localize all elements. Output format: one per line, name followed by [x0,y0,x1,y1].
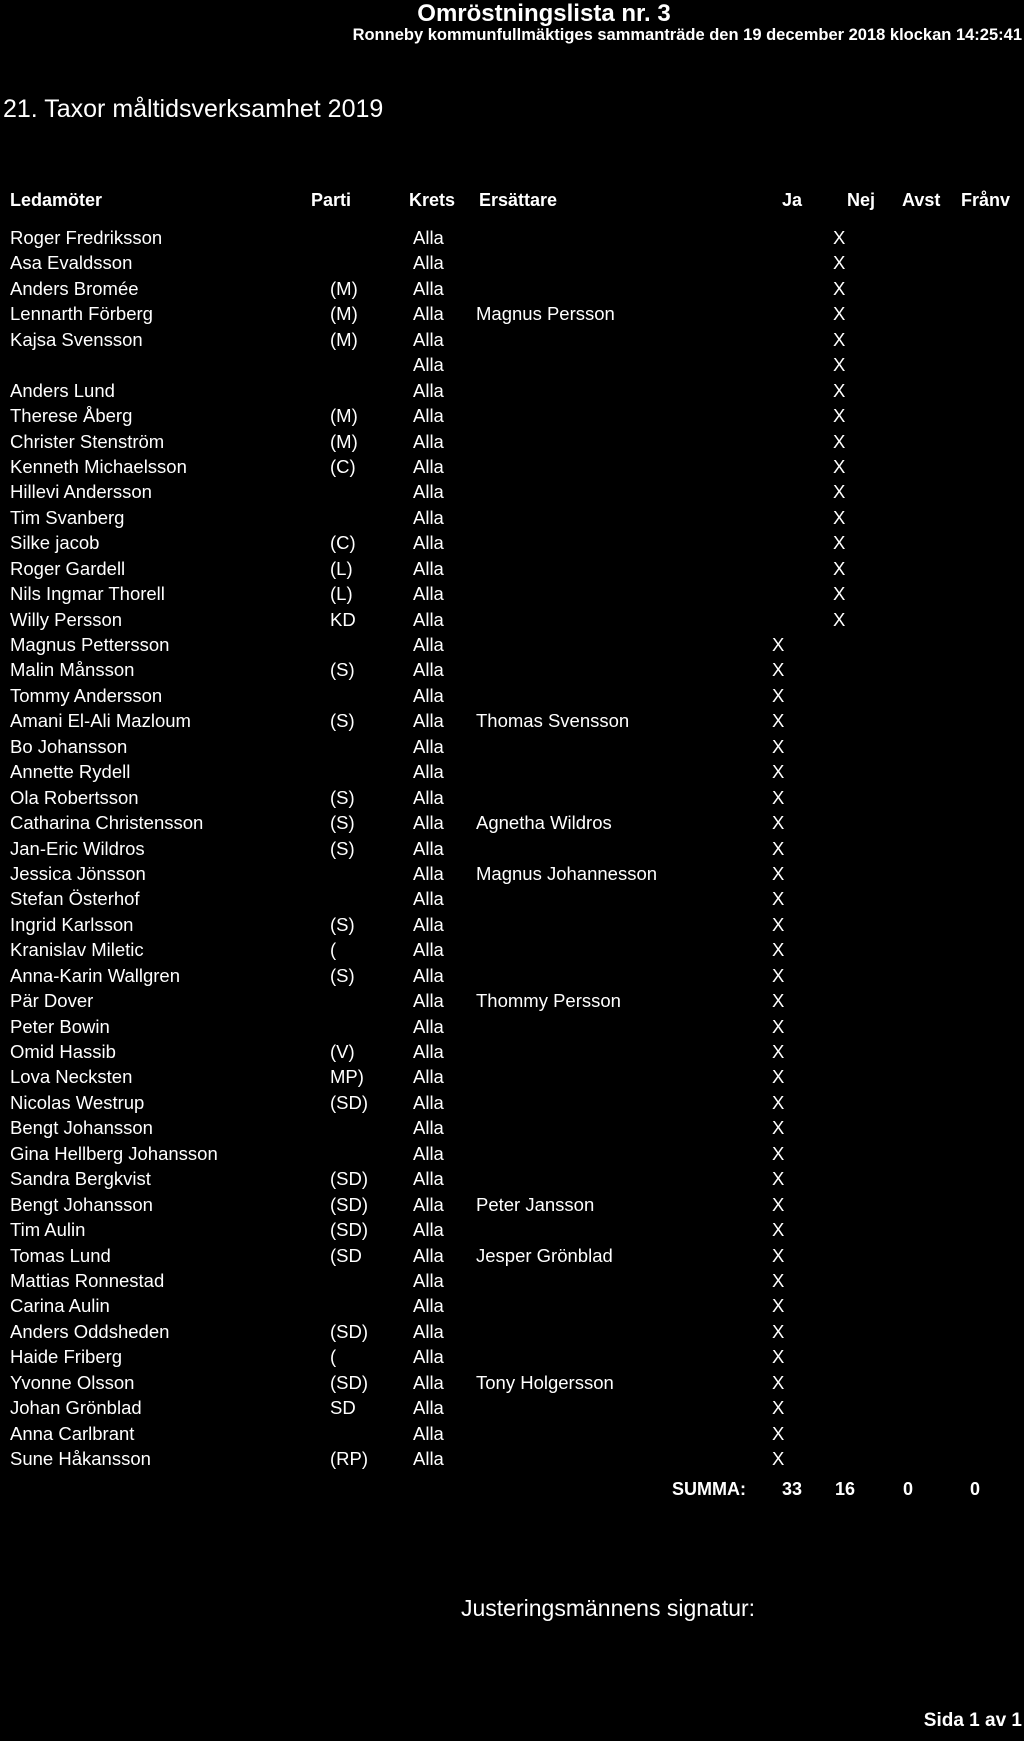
cell-ja: X [772,1041,785,1062]
cell-ja: X [772,990,785,1012]
table-row [0,1115,1024,1140]
cell-krets: Alla [413,557,444,579]
table-row [0,632,1024,657]
table-row [0,581,1024,606]
table-row [0,556,1024,581]
cell-name: Lennarth Förberg [10,303,153,325]
cell-name: Pär Dover [10,990,94,1012]
cell-ja: X [772,1066,785,1088]
cell-nej: X [833,328,846,350]
cell-krets: Alla [413,1219,444,1241]
summa-label: SUMMA: [672,1479,746,1500]
cell-krets: Alla [413,1066,444,1088]
cell-name: Catharina Christensson [10,812,204,834]
cell-ja: X [772,1422,785,1444]
table-row [0,403,1024,428]
cell-krets: Alla [413,1422,444,1444]
cell-ja: X [772,761,785,783]
cell-ja: X [772,1269,785,1291]
cell-krets: Alla [413,430,444,452]
cell-parti: (L) [330,557,353,579]
cell-ja: X [772,1142,785,1164]
cell-ersattare: Thomas Svensson [476,710,630,732]
cell-parti: KD [330,608,356,630]
cell-ja: X [772,735,785,757]
cell-name: Amani El-Ali Mazloum [10,710,191,732]
cell-ja: X [772,812,785,834]
cell-name: Silke jacob [10,532,100,554]
cell-name: Roger Gardell [10,557,126,579]
cell-name: Anders Oddsheden [10,1320,170,1342]
cell-name: Ingrid Karlsson [10,913,134,935]
table-row [0,810,1024,835]
header-ja: Ja [782,190,803,210]
cell-ja: X [772,634,785,655]
cell-nej: X [833,252,846,274]
table-row [0,505,1024,530]
page-number: Sida 1 av 1 [923,1710,1022,1731]
cell-krets: Alla [413,913,444,935]
cell-krets: Alla [413,735,444,757]
table-row [0,301,1024,326]
cell-name: Malin Månsson [10,659,135,681]
meeting-subtitle: Ronneby kommunfullmäktiges sammanträde den 19 december 2018 klockan 14:25:41 [352,26,1022,44]
header-avst: Avst [902,190,941,210]
cell-krets: Alla [413,532,444,554]
summa-nej: 16 [835,1479,856,1500]
cell-parti: (S) [330,964,355,986]
cell-ersattare: Thommy Persson [476,990,621,1012]
table-row [0,1039,1024,1064]
cell-parti: (S) [330,913,355,935]
cell-krets: Alla [413,252,444,274]
cell-krets: Alla [413,786,444,808]
cell-krets: Alla [413,1346,444,1368]
table-row [0,683,1024,708]
cell-krets: Alla [413,761,444,783]
cell-krets: Alla [413,354,444,376]
cell-name: Carina Aulin [10,1295,110,1317]
cell-krets: Alla [413,1320,444,1342]
table-row [0,1166,1024,1191]
table-row [0,836,1024,861]
cell-krets: Alla [413,303,444,325]
cell-parti: (SD) [330,1219,369,1241]
cell-name: Johan Grönblad [10,1397,142,1419]
table-row [0,276,1024,301]
summa-ja: 33 [782,1479,803,1500]
cell-krets: Alla [413,1142,444,1164]
cell-krets: Alla [413,455,444,477]
cell-krets: Alla [413,888,444,910]
cell-parti: SD [330,1397,356,1419]
cell-ja: X [772,888,785,910]
cell-name: Gina Hellberg Johansson [10,1142,218,1164]
cell-nej: X [833,608,846,630]
cell-parti: (L) [330,583,353,605]
cell-name: Anders Lund [10,379,115,401]
cell-ja: X [772,837,785,859]
table-row [0,378,1024,403]
cell-ja: X [772,710,785,732]
header-ersattare: Ersättare [479,190,558,210]
table-row [0,1395,1024,1420]
table-row [0,1421,1024,1446]
cell-parti: (M) [330,405,358,427]
cell-parti: (S) [330,659,355,681]
cell-parti: ( [330,939,337,961]
cell-parti: (SD) [330,1091,369,1113]
cell-krets: Alla [413,634,444,655]
cell-ersattare: Jesper Grönblad [476,1244,613,1266]
table-row [0,1141,1024,1166]
cell-name: Hillevi Andersson [10,481,152,503]
cell-name: Ola Robertsson [10,786,139,808]
cell-parti: (M) [330,303,358,325]
cell-nej: X [833,227,846,248]
cell-nej: X [833,481,846,503]
header-nej: Nej [847,190,876,210]
cell-parti: (M) [330,430,358,452]
cell-krets: Alla [413,1015,444,1037]
cell-ja: X [772,1193,785,1215]
table-row [0,1064,1024,1089]
cell-name: Anna Carlbrant [10,1422,135,1444]
cell-krets: Alla [413,964,444,986]
cell-ja: X [772,939,785,961]
cell-ja: X [772,1168,785,1190]
cell-nej: X [833,532,846,554]
cell-ja: X [772,1295,785,1317]
cell-krets: Alla [413,1117,444,1139]
cell-ja: X [772,659,785,681]
cell-krets: Alla [413,227,444,248]
table-row [0,352,1024,377]
cell-name: Tomas Lund [10,1244,111,1266]
cell-name: Therese Åberg [10,405,133,427]
cell-krets: Alla [413,379,444,401]
cell-krets: Alla [413,659,444,681]
cell-parti: (M) [330,328,358,350]
cell-parti: (SD) [330,1168,369,1190]
table-row [0,734,1024,759]
cell-name: Kranislav Miletic [10,939,144,961]
cell-nej: X [833,277,846,299]
cell-parti: (SD) [330,1371,369,1393]
table-row [0,886,1024,911]
table-row [0,1217,1024,1242]
cell-krets: Alla [413,1371,444,1393]
header-krets: Krets [409,190,456,210]
table-row [0,1243,1024,1268]
table-row [0,1293,1024,1318]
cell-ja: X [772,1015,785,1037]
cell-ja: X [772,1448,785,1469]
cell-name: Jessica Jönsson [10,862,146,884]
cell-nej: X [833,405,846,427]
cell-parti: (S) [330,837,355,859]
cell-name: Bengt Johansson [10,1193,153,1215]
cell-name: Omid Hassib [10,1041,116,1062]
cell-krets: Alla [413,481,444,503]
table-row [0,1014,1024,1039]
cell-krets: Alla [413,862,444,884]
cell-nej: X [833,557,846,579]
table-row [0,1446,1024,1471]
table-row [0,708,1024,733]
cell-nej: X [833,506,846,528]
table-row [0,530,1024,555]
table-row [0,657,1024,682]
table-row [0,912,1024,937]
cell-ja: X [772,786,785,808]
cell-ersattare: Magnus Johannesson [476,862,658,884]
cell-krets: Alla [413,583,444,605]
table-row [0,759,1024,784]
cell-parti: (SD) [330,1320,369,1342]
cell-name: Nicolas Westrup [10,1091,145,1113]
cell-krets: Alla [413,1448,444,1469]
cell-krets: Alla [413,328,444,350]
cell-nej: X [833,303,846,325]
cell-name: Anders Bromée [10,277,139,299]
cell-krets: Alla [413,1041,444,1062]
cell-nej: X [833,583,846,605]
cell-name: Yvonne Olsson [10,1371,135,1393]
cell-ersattare: Tony Holgersson [476,1371,614,1393]
cell-ja: X [772,964,785,986]
cell-ja: X [772,1091,785,1113]
table-row [0,963,1024,988]
cell-ja: X [772,1371,785,1393]
table-row [0,937,1024,962]
summa-avst: 0 [903,1479,914,1500]
cell-name: Bengt Johansson [10,1117,153,1139]
cell-name: Roger Fredriksson [10,227,163,248]
cell-ja: X [772,862,785,884]
cell-parti: (SD [330,1244,362,1266]
cell-nej: X [833,455,846,477]
cell-parti: MP) [330,1066,364,1088]
table-row [0,454,1024,479]
header-franv: Frånv [961,190,1011,210]
cell-ja: X [772,1244,785,1266]
cell-parti: (S) [330,812,355,834]
table-row [0,1268,1024,1293]
title-text: Omröstningslista nr. 3 [417,0,671,27]
cell-parti: ( [330,1346,337,1368]
cell-ja: X [772,1397,785,1419]
table-row [0,429,1024,454]
table-row [0,785,1024,810]
cell-ja: X [772,1320,785,1342]
cell-parti: (V) [330,1041,355,1062]
cell-name: Haide Friberg [10,1346,123,1368]
cell-name: Asa Evaldsson [10,252,133,274]
cell-nej: X [833,379,846,401]
cell-krets: Alla [413,1193,444,1215]
cell-name: Kajsa Svensson [10,328,143,350]
cell-krets: Alla [413,1397,444,1419]
table-row [0,327,1024,352]
cell-name: Stefan Österhof [10,888,140,910]
cell-name: Sune Håkansson [10,1448,151,1469]
cell-parti: (S) [330,710,355,732]
cell-ersattare: Peter Jansson [476,1193,595,1215]
table-row [0,607,1024,632]
cell-name: Tim Aulin [10,1219,86,1241]
cell-ersattare: Magnus Persson [476,303,615,325]
table-row [0,861,1024,886]
header-ledamoter: Ledamöter [10,190,103,210]
cell-ersattare: Agnetha Wildros [476,812,612,834]
table-row [0,988,1024,1013]
table-row [0,1192,1024,1217]
cell-krets: Alla [413,1244,444,1266]
cell-name: Tommy Andersson [10,684,163,706]
table-row [0,1090,1024,1115]
cell-parti: (C) [330,455,356,477]
cell-krets: Alla [413,1269,444,1291]
table-row [0,1319,1024,1344]
table-row [0,225,1024,250]
cell-ja: X [772,1219,785,1241]
cell-name: Willy Persson [10,608,123,630]
cell-name: Anna-Karin Wallgren [10,964,181,986]
cell-krets: Alla [413,1091,444,1113]
cell-name: Peter Bowin [10,1015,110,1037]
cell-nej: X [833,354,846,376]
table-row [0,250,1024,275]
cell-name: Sandra Bergkvist [10,1168,151,1190]
table-row [0,479,1024,504]
cell-krets: Alla [413,1295,444,1317]
cell-name: Nils Ingmar Thorell [10,583,165,605]
cell-krets: Alla [413,277,444,299]
cell-ja: X [772,684,785,706]
cell-krets: Alla [413,710,444,732]
signature-label: Justeringsmännens signatur: [461,1595,756,1621]
cell-krets: Alla [413,1168,444,1190]
cell-name: Tim Svanberg [10,506,125,528]
cell-name: Christer Stenström [10,430,165,452]
cell-krets: Alla [413,812,444,834]
cell-parti: (S) [330,786,355,808]
agenda-item-heading: 21. Taxor måltidsverksamhet 2019 [3,95,384,123]
summa-franv: 0 [970,1479,981,1500]
cell-krets: Alla [413,837,444,859]
cell-krets: Alla [413,939,444,961]
cell-krets: Alla [413,608,444,630]
cell-nej: X [833,430,846,452]
cell-krets: Alla [413,506,444,528]
cell-name: Jan-Eric Wildros [10,837,145,859]
vote-table [0,225,1024,1471]
cell-parti: (C) [330,532,356,554]
table-row [0,1344,1024,1369]
cell-name: Magnus Pettersson [10,634,170,655]
header-parti: Parti [311,190,352,210]
cell-krets: Alla [413,684,444,706]
cell-parti: (RP) [330,1448,369,1469]
cell-ja: X [772,1346,785,1368]
cell-ja: X [772,1117,785,1139]
cell-krets: Alla [413,990,444,1012]
cell-name: Bo Johansson [10,735,128,757]
cell-parti: (M) [330,277,358,299]
table-row [0,1370,1024,1395]
cell-name: Kenneth Michaelsson [10,455,187,477]
cell-name: Annette Rydell [10,761,131,783]
cell-parti: (SD) [330,1193,369,1215]
cell-ja: X [772,913,785,935]
cell-krets: Alla [413,405,444,427]
cell-name: Lova Necksten [10,1066,133,1088]
cell-name: Mattias Ronnestad [10,1269,165,1291]
